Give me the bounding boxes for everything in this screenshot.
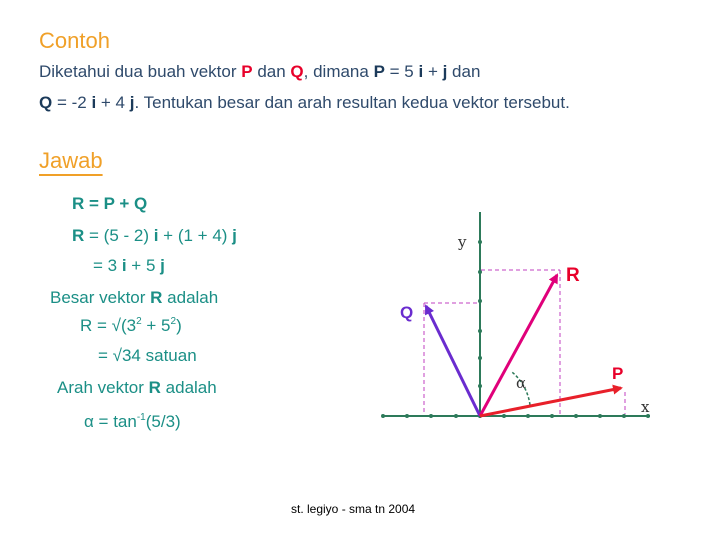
vector-p-symbol: P — [241, 62, 253, 81]
unit-j: j — [160, 256, 165, 275]
superscript: 2 — [170, 316, 177, 327]
formula-text: + 5 — [141, 316, 171, 335]
label-text: adalah — [162, 288, 219, 307]
formula-text: R = √(3 — [80, 316, 137, 335]
unit-j: j — [232, 226, 237, 245]
label-text: adalah — [160, 378, 217, 397]
vector-r-symbol: R — [148, 378, 161, 397]
vector-r-symbol: R — [72, 226, 85, 245]
equation-text: = (5 - 2) — [84, 226, 154, 245]
unit-i: i — [153, 226, 159, 245]
vector-p-arrow — [480, 388, 621, 416]
problem-text: Diketahui dua buah vektor — [39, 62, 242, 81]
label-text: Besar vektor — [50, 288, 151, 307]
unit-j: j — [129, 93, 135, 112]
magnitude-result: = √34 satuan — [98, 346, 197, 365]
angle-alpha-label: α — [516, 374, 527, 392]
vector-q-label: Q — [400, 303, 414, 322]
vector-q-symbol: Q — [39, 93, 53, 112]
equation-text: + (1 + 4) — [158, 226, 233, 245]
formula-text: ) — [176, 316, 182, 335]
problem-text: dan — [447, 62, 481, 81]
vector-q-arrow — [426, 306, 480, 416]
unit-i: i — [418, 62, 424, 81]
unit-i: i — [121, 256, 127, 275]
heading-contoh: Contoh — [39, 28, 110, 53]
footer-credit: st. legiyo - sma tn 2004 — [291, 502, 416, 516]
unit-j: j — [442, 62, 448, 81]
formula-text: α = tan — [84, 412, 137, 431]
vector-r-symbol: R — [150, 288, 163, 307]
x-axis-label: x — [641, 398, 650, 416]
vector-p-symbol: P — [373, 62, 385, 81]
y-axis-label: y — [458, 233, 467, 251]
label-text: Arah vektor — [57, 378, 149, 397]
problem-text: . Tentukan besar dan arah resultan kedua vektor tersebut. — [134, 93, 570, 112]
unit-i: i — [91, 93, 97, 112]
problem-text: = 5 — [384, 62, 419, 81]
equation-text: + 5 — [126, 256, 161, 275]
problem-text: + — [423, 62, 443, 81]
heading-jawab: Jawab — [39, 148, 103, 173]
superscript: 2 — [136, 316, 142, 327]
equation-text: = 3 — [93, 256, 122, 275]
vector-r-arrow — [480, 275, 557, 416]
vector-q-symbol: Q — [290, 62, 304, 81]
vector-r-label: R — [566, 265, 580, 286]
equation-r-sum: R = P + Q — [72, 194, 148, 213]
formula-text: (5/3) — [145, 412, 181, 431]
problem-text: dan — [252, 62, 291, 81]
vector-p-label: P — [612, 364, 624, 383]
problem-text: = -2 — [52, 93, 92, 112]
problem-text: + 4 — [96, 93, 130, 112]
superscript: -1 — [136, 412, 146, 423]
problem-text: , dimana — [303, 62, 374, 81]
